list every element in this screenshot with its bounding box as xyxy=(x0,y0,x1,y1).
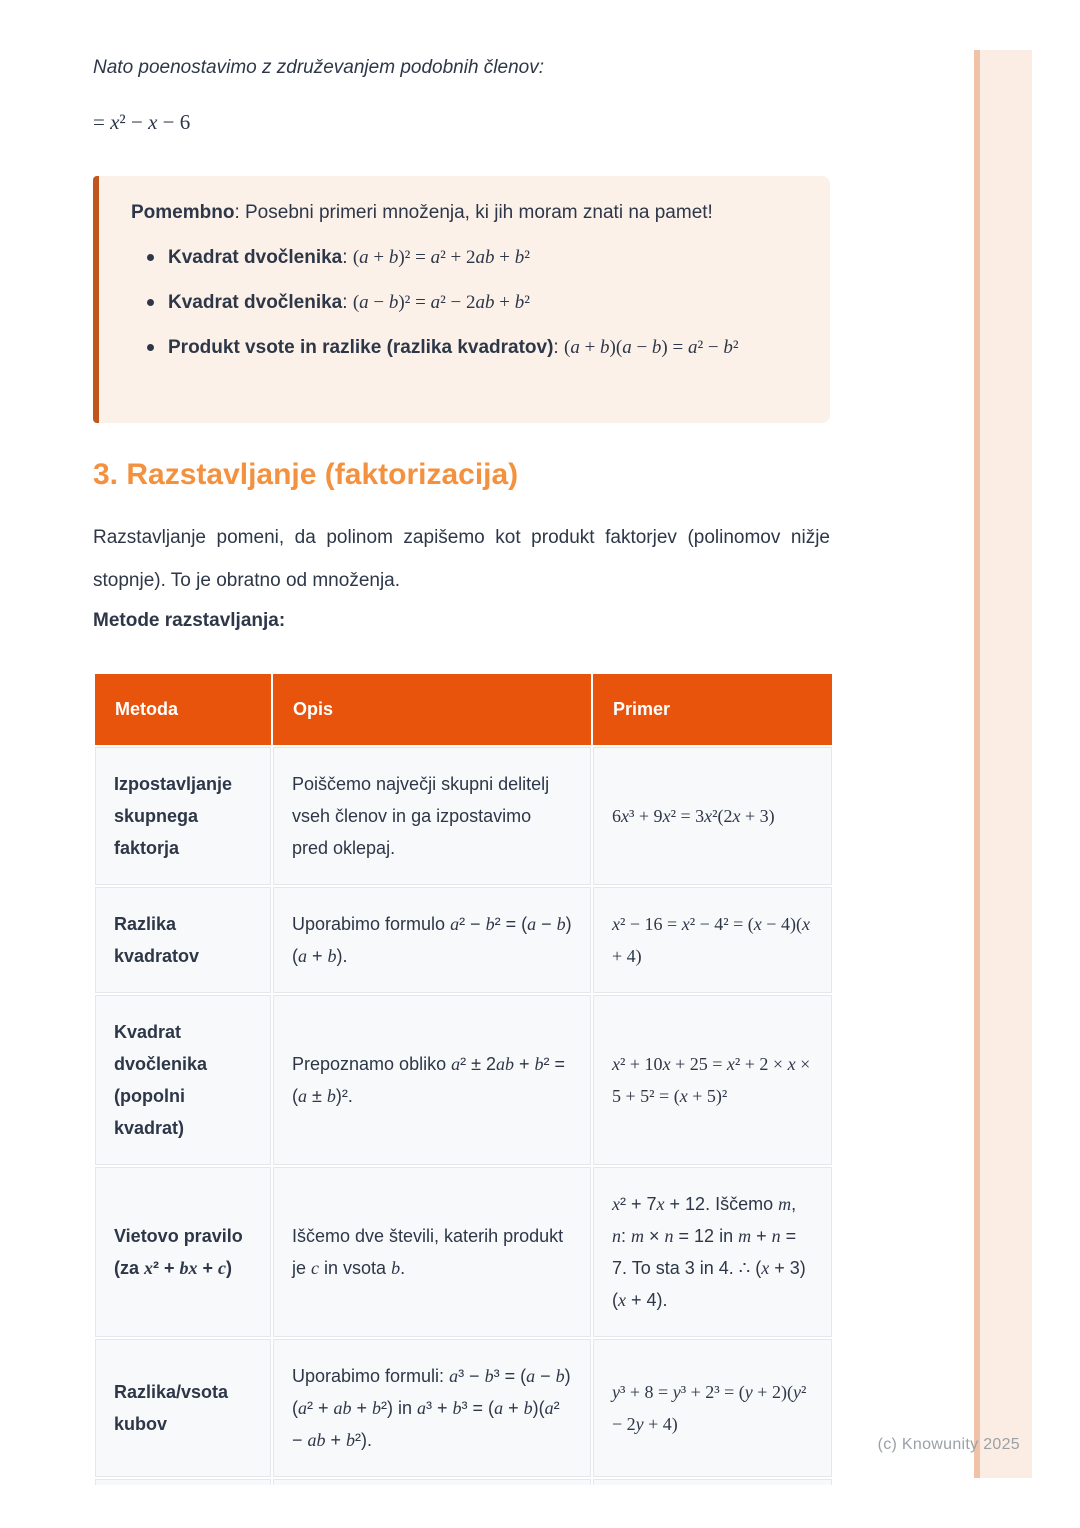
bullet-icon xyxy=(147,254,154,261)
column-header-primer: Primer xyxy=(593,674,832,745)
cell-primer: x² + 7x + 12. Iščemo m, n: m × n = 12 in m + n = 7. To sta 3 in 4. ∴ (x + 3)(x + 4). xyxy=(593,1167,832,1337)
cell-opis: Uporabimo formulo a² − b² = (a − b)(a + b). xyxy=(273,887,591,993)
copyright-note: (c) Knowunity 2025 xyxy=(877,1436,1020,1453)
table-row xyxy=(95,1167,832,1337)
table-row-partial xyxy=(95,1479,832,1485)
section-paragraph: Razstavljanje pomeni, da polinom zapišemo kot produkt faktorjev (polinomov nižje stopnje). To je obratno od množenja. xyxy=(93,527,830,591)
bullet-colon: : xyxy=(553,337,564,358)
column-header-metoda: Metoda xyxy=(95,674,271,745)
methods-label: Metode razstavljanja: xyxy=(93,610,286,631)
table-header-row xyxy=(95,674,832,745)
cell-partial xyxy=(273,1479,591,1485)
callout-title-text: : Posebni primeri množenja, ki jih moram znati na pamet! xyxy=(234,202,713,223)
methods-table xyxy=(93,672,834,1487)
cell-opis: Prepoznamo obliko a² ± 2ab + b² = (a ± b)². xyxy=(273,995,591,1165)
callout-title-bold: Pomembno xyxy=(131,202,235,223)
cell-primer: x² + 10x + 25 = x² + 2 × x × 5 + 5² = (x + 5)² xyxy=(593,995,832,1165)
table-row xyxy=(95,995,832,1165)
callout-bullet xyxy=(131,243,802,273)
bullet-icon xyxy=(147,299,154,306)
callout-title xyxy=(131,200,802,226)
bullet-formula: (a − b)² = a² − 2ab + b² xyxy=(352,292,530,313)
bullet-colon: : xyxy=(342,292,353,313)
cell-partial xyxy=(593,1479,832,1485)
cell-opis: Uporabimo formuli: a³ − b³ = (a − b)(a² + ab + b²) in a³ + b³ = (a + b)(a² − ab + b²). xyxy=(273,1339,591,1477)
cell-metoda: Razlika kvadratov xyxy=(95,887,271,993)
important-callout xyxy=(93,176,830,423)
page-edge-decoration xyxy=(974,50,1032,1478)
cell-metoda: Kvadrat dvočlenika (popolni kvadrat) xyxy=(95,995,271,1165)
table-row xyxy=(95,1339,832,1477)
cell-primer: x² − 16 = x² − 4² = (x − 4)(x + 4) xyxy=(593,887,832,993)
bullet-icon xyxy=(147,344,154,351)
cell-partial xyxy=(95,1479,271,1485)
bullet-colon: : xyxy=(342,247,353,268)
cell-metoda: Razlika/vsota kubov xyxy=(95,1339,271,1477)
section-heading: 3. Razstavljanje (faktorizacija) xyxy=(93,458,519,491)
callout-bullet xyxy=(131,288,802,318)
table-row xyxy=(95,747,832,885)
callout-bullet xyxy=(131,333,802,363)
cell-opis: Iščemo dve števili, katerih produkt je c in vsota b. xyxy=(273,1167,591,1337)
bullet-label: Produkt vsote in razlike (razlika kvadratov) xyxy=(168,337,554,358)
column-header-opis: Opis xyxy=(273,674,591,745)
intro-formula: = x² − x − 6 xyxy=(93,110,191,134)
cell-metoda: Izpostavljanje skupnega faktorja xyxy=(95,747,271,885)
bullet-formula: (a + b)² = a² + 2ab + b² xyxy=(352,247,530,268)
bullet-label: Kvadrat dvočlenika xyxy=(168,247,343,268)
cell-primer: 6x³ + 9x² = 3x²(2x + 3) xyxy=(593,747,832,885)
cell-opis: Poiščemo največji skupni delitelj vseh členov in ga izpostavimo pred oklepaj. xyxy=(273,747,591,885)
intro-sentence: Nato poenostavimo z združevanjem podobnih členov: xyxy=(93,57,544,78)
cell-primer: y³ + 8 = y³ + 2³ = (y + 2)(y² − 2y + 4) xyxy=(593,1339,832,1477)
bullet-formula: (a + b)(a − b) = a² − b² xyxy=(563,337,739,358)
cell-metoda: Vietovo pravilo (za x² + bx + c) xyxy=(95,1167,271,1337)
bullet-label: Kvadrat dvočlenika xyxy=(168,292,343,313)
table-row xyxy=(95,887,832,993)
